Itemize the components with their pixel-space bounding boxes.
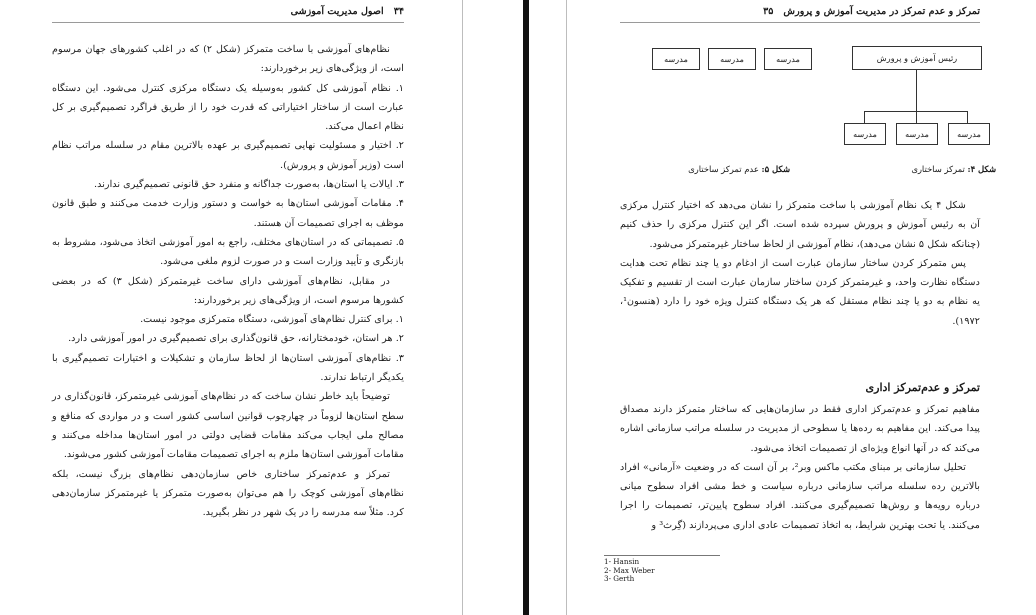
right-body-text-top xyxy=(620,196,980,331)
figure-4-caption xyxy=(911,164,996,174)
figure-5-school-box: مدرسه xyxy=(764,48,812,70)
paragraph: شکل ۴ یک نظام آموزشی با ساخت متمرکز را نشان می‌دهد که اختیار کنترل مرکزی آن به رئیس آموزش و پرورش سپرده شده است. اگر این کنترل مرکزی را حذف کنیم (چنانکه شکل ۵ نشان می‌دهد)، نظام آموزشی از لحاظ ساختار غیرمتمرکز می‌شود. xyxy=(620,200,980,250)
left-head-rule xyxy=(52,22,404,23)
figure-4-school-box: مدرسه xyxy=(844,123,886,145)
figure-5-school-box: مدرسه xyxy=(708,48,756,70)
paragraph: ۱. نظام آموزشی کل کشور به‌وسیله یک دستگاه مرکزی کنترل می‌شود. این دستگاه عبارت است از ساختار اختیاراتی که قدرت خود را از طریق فراگرد تصمیم‌گیری بر کل نظام اعمال می‌کند. xyxy=(52,82,404,133)
footnote-rule xyxy=(604,555,720,556)
paragraph: ۴. مقامات آموزشی استان‌ها به خواست و دستور وزارت خدمت می‌کنند و طبق قانون موظف به اجرای تصمیمات آن هستند. xyxy=(52,198,404,229)
right-head-rule xyxy=(620,22,980,23)
paragraph: تمرکز و عدم‌تمرکز ساختاری خاص سازمان‌دهی نظام‌های بزرگ نیست، بلکه نظام‌های آموزشی کوچک را هم می‌توان به‌صورت متمرکز یا غیرمتمرکز سازمان‌دهی کرد. مثلاً سه مدرسه را در یک شهر در نظر بگیرید. xyxy=(52,468,404,519)
page-edge-right xyxy=(566,0,567,615)
footnote: 2- Max Weber xyxy=(604,565,655,575)
paragraph: مفاهیم تمرکز و عدم‌تمرکز اداری فقط در سازمان‌هایی که ساختار متمرکز دارند مصداق پیدا می‌کند. این مفاهیم به رده‌ها یا سطوحی از مدیریت در سلسله مراتب سازمانی اشاره می‌کند که در آنها انواع ویژه‌ای از تصمیمات اتخاذ می‌شود. xyxy=(620,404,980,454)
figure-4-trunk-line xyxy=(916,69,917,111)
figure-4-caption-label: شکل ۴: xyxy=(967,164,996,174)
paragraph: ۲. اختیار و مسئولیت نهایی تصمیم‌گیری بر عهده بالاترین مقام در سلسله مراتب نظام است (وزیر آموزش و پرورش). xyxy=(52,140,404,171)
paragraph: در مقابل، نظام‌های آموزشی دارای ساخت غیرمتمرکز (شکل ۳) که در بعضی کشورها مرسوم است، از ویژگی‌های زیر برخوردارند: xyxy=(52,275,404,306)
right-body-text-bottom xyxy=(620,400,980,535)
book-gutter xyxy=(462,0,568,615)
paragraph: نظام‌های آموزشی با ساخت متمرکز (شکل ۲) که در اغلب کشورهای جهان مرسوم است، از ویژگی‌های زیر برخوردارند: xyxy=(52,44,404,75)
figure-4-drop-line xyxy=(864,111,865,123)
figure-4-school-box: مدرسه xyxy=(896,123,938,145)
left-body-text xyxy=(52,40,404,522)
figure-4-school-box: مدرسه xyxy=(948,123,990,145)
paragraph: ۲. هر استان، خودمختارانه، حق قانون‌گذاری برای تصمیم‌گیری در امور آموزشی دارد. xyxy=(68,333,404,345)
figure-4-drop-line xyxy=(916,111,917,123)
paragraph: ۳. نظام‌های آموزشی استان‌ها از لحاظ سازمان و تشکیلات و اختیارات تصمیم‌گیری با یکدیگر ارتباط ندارند. xyxy=(52,352,404,384)
left-running-title: اصول مدیریت آموزشی xyxy=(290,6,384,17)
footnote: 1- Hansin xyxy=(604,557,640,566)
paragraph: پس متمرکز کردن ساختار سازمان عبارت است از ادغام دو یا چند نظام تحت هدایت دستگاه نظارت واحد، و غیرمتمرکز کردن ساختار سازمان عبارت است از تقسیم و تفکیک یه نظام به دو یا چند نظام مستقل که هر یک دستگاه کنترل ویژه خود را دارد (هنسون¹، ۱۹۷۲). xyxy=(620,257,980,327)
right-running-title: تمرکز و عدم تمرکز در مدیریت آموزش و پرورش xyxy=(783,6,980,17)
left-page-number: ۳۴ xyxy=(393,6,404,17)
book-spine xyxy=(523,0,529,615)
left-running-head xyxy=(44,6,404,17)
right-running-head xyxy=(568,6,980,17)
figure-4-head-box: رئیس آموزش و پرورش xyxy=(852,46,982,70)
paragraph: توضیحاً باید خاطر نشان ساخت که در نظام‌های آموزشی غیرمتمرکز، قانون‌گذاری در سطح استان‌ها لزوماً در چهارچوب قوانین اساسی کشور است و در مواردی که منافع و مصالح ملی ایجاب می‌کند مقامات قضایی دولتی در امور استان‌ها مداخله می‌کنند و مقامات آموزشی استان‌ها ملزم به اجرای تصمیمات مقامات آموزشی کشور می‌شوند. xyxy=(52,391,404,461)
figure-5-caption-text: عدم تمرکز ساختاری xyxy=(688,164,759,174)
figure-5-caption-label: شکل ۵: xyxy=(761,164,790,174)
footnotes xyxy=(604,558,804,584)
figure-4-drop-line xyxy=(967,111,968,123)
page-edge-left xyxy=(462,0,463,615)
paragraph: ۵. تصمیماتی که در استان‌های مختلف، راجع به امور آموزشی اتخاذ می‌شود، مشروط به بازنگری و تأیید وزارت است و در صورت لزوم ملغی می‌شود. xyxy=(52,236,404,268)
right-page xyxy=(568,0,1036,615)
right-page-number: ۳۵ xyxy=(763,6,774,17)
paragraph: تحلیل سازمانی بر مبنای مکتب ماکس وبر²، بر آن است که در وضعیت «آرمانی» افراد بالاترین رده سلسله مراتب سازمانی درباره سیاست و خط مشی افراد سطوح میانی درباره رویه‌ها و روش‌ها تصمیم‌گیری می‌کنند. افراد سطوح پایین‌تر، تصمیمات را اجرا می‌کنند. یا تحت بهترین شرایط، به اتخاذ تصمیمات عادی اداری می‌پردازند (گِرث³ و xyxy=(620,461,980,531)
section-title: تمرکز و عدم‌تمرکز اداری xyxy=(865,381,980,394)
footnote: 3- Gerth xyxy=(604,574,635,583)
figure-5-caption xyxy=(688,164,790,174)
paragraph: ۳. ایالات یا استان‌ها، به‌صورت جداگانه و منفرد حق قانونی تصمیم‌گیری ندارند. xyxy=(94,179,404,191)
figure-5-school-box: مدرسه xyxy=(652,48,700,70)
left-page xyxy=(0,0,462,615)
figure-4-caption-text: تمرکز ساختاری xyxy=(911,164,965,174)
paragraph: ۱. برای کنترل نظام‌های آموزشی، دستگاه متمرکزی موجود نیست. xyxy=(140,314,404,326)
